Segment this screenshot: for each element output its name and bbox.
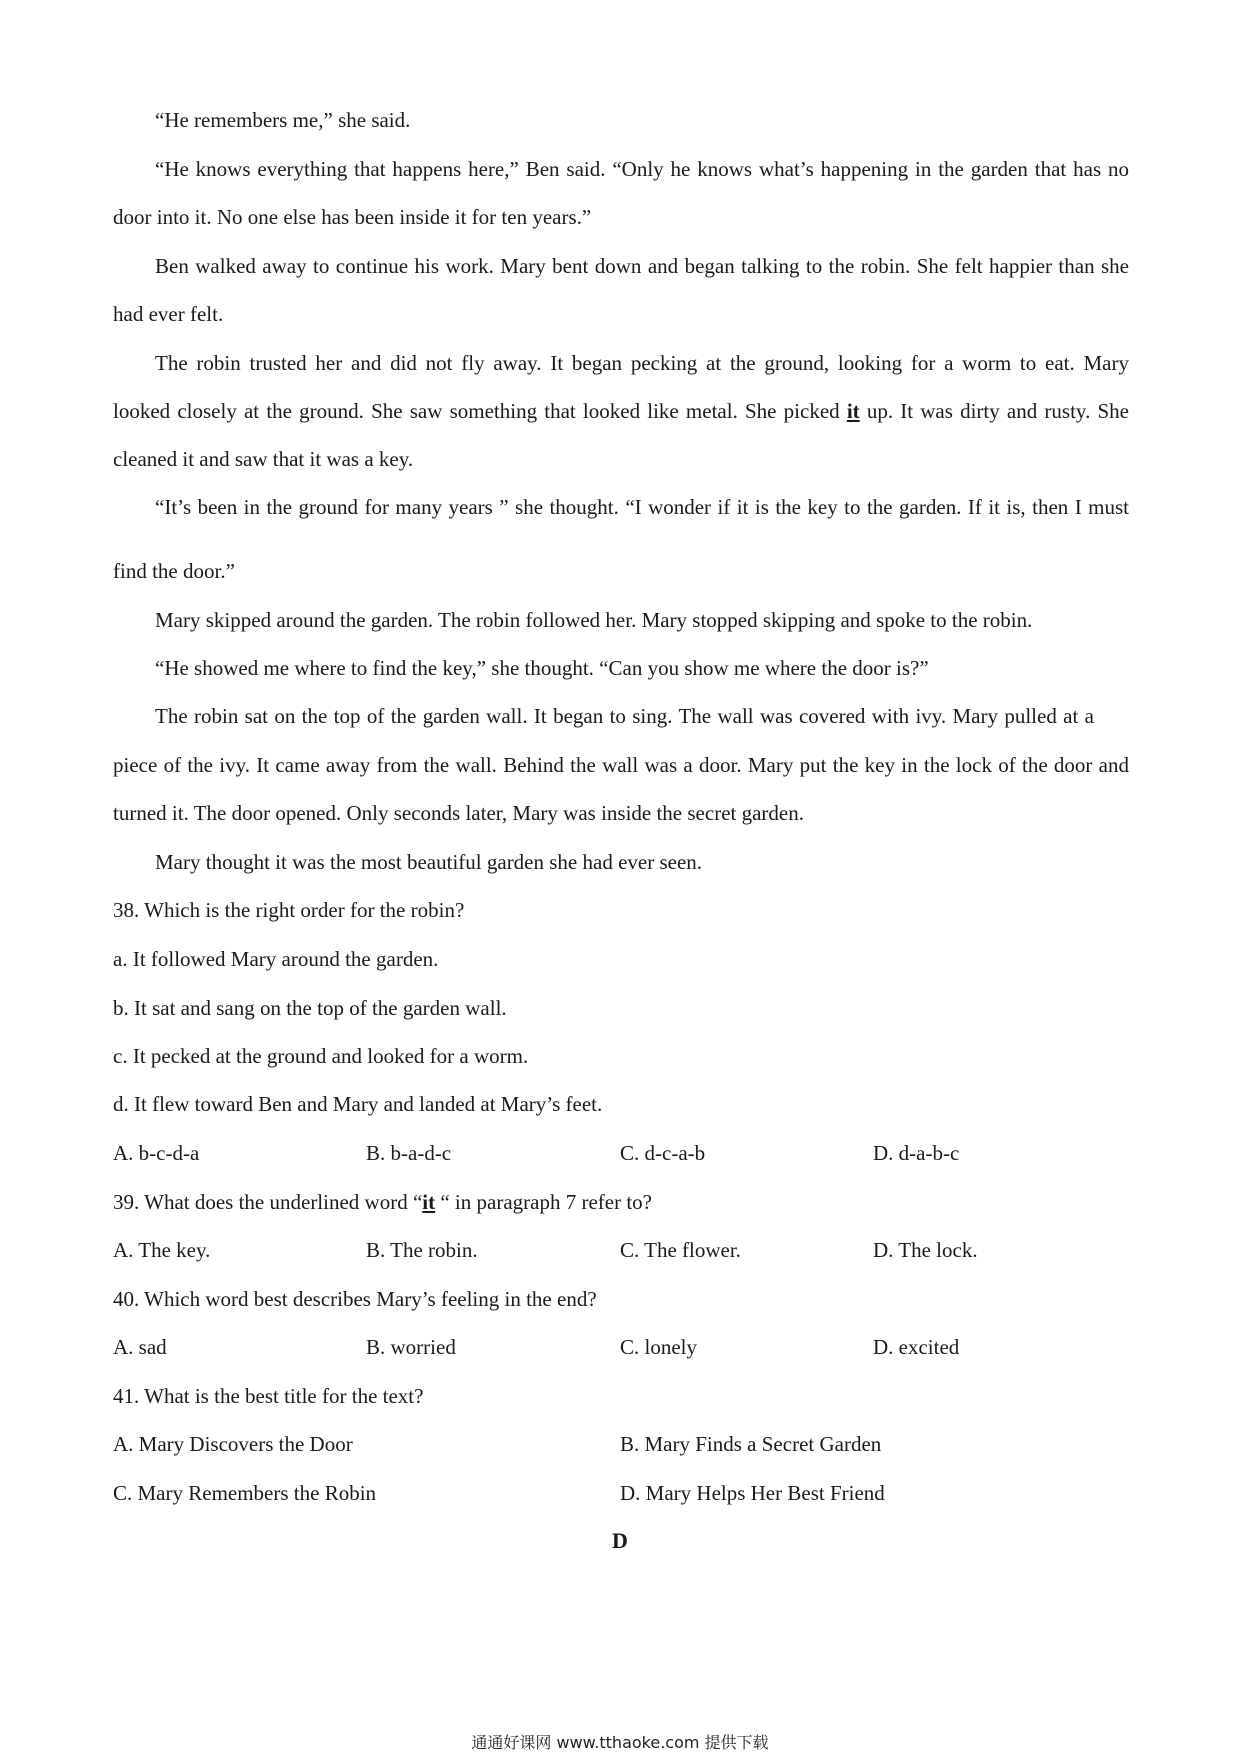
event-item: a. It followed Mary around the garden. <box>113 947 439 971</box>
passage-line: cleaned it and saw that it was a key. <box>113 447 414 471</box>
answer-option: D. The lock. <box>873 1238 978 1262</box>
answer-option: A. The key. <box>113 1238 211 1262</box>
passage-line: turned it. The door opened. Only seconds later, Mary was inside the secret garden. <box>113 801 804 825</box>
answer-option: B. b-a-d-c <box>366 1141 452 1165</box>
passage-paragraph: The robin sat on the top of the garden wall. It began to sing. The wall was covered with ivy. Mary pulled at a <box>155 704 1094 728</box>
underlined-word: it <box>422 1190 436 1214</box>
passage-line: door into it. No one else has been inside it for ten years.” <box>113 205 592 229</box>
text-segment: looked closely at the ground. She saw something that looked like metal. She picked <box>113 399 847 423</box>
answer-option: A. Mary Discovers the Door <box>113 1432 353 1456</box>
event-item: b. It sat and sang on the top of the garden wall. <box>113 996 507 1020</box>
answer-option: A. sad <box>113 1335 167 1359</box>
passage-paragraph: “He knows everything that happens here,” Ben said. “Only he knows what’s happening in the garden that has no <box>155 157 1129 181</box>
text-segment: up. It was dirty and rusty. She <box>859 399 1129 423</box>
page-footer: 通通好课网 www.tthaoke.com 提供下载 <box>471 1733 769 1752</box>
passage-line <box>113 397 1129 425</box>
passage-line: had ever felt. <box>113 302 224 326</box>
answer-option: C. lonely <box>620 1335 697 1359</box>
question-stem: 40. Which word best describes Mary’s feeling in the end? <box>113 1287 597 1311</box>
passage-line: find the door.” <box>113 559 235 583</box>
answer-option: D. d-a-b-c <box>873 1141 960 1165</box>
question-stem: 38. Which is the right order for the robin? <box>113 898 465 922</box>
question-stem <box>113 1188 652 1216</box>
answer-option: D. excited <box>873 1335 960 1359</box>
passage-paragraph: Ben walked away to continue his work. Mary bent down and began talking to the robin. She felt happier than she <box>155 254 1129 278</box>
event-item: c. It pecked at the ground and looked for a worm. <box>113 1044 529 1068</box>
answer-option: B. worried <box>366 1335 456 1359</box>
section-heading: D <box>612 1528 628 1553</box>
passage-line: piece of the ivy. It came away from the wall. Behind the wall was a door. Mary put the key in the lock of the door and <box>113 753 1129 777</box>
event-item: d. It flew toward Ben and Mary and landed at Mary’s feet. <box>113 1092 603 1116</box>
answer-option: C. Mary Remembers the Robin <box>113 1481 377 1505</box>
passage-paragraph: “He showed me where to find the key,” she thought. “Can you show me where the door is?” <box>155 656 929 680</box>
underlined-word: it <box>846 399 860 423</box>
text-segment: “ in paragraph 7 refer to? <box>435 1190 652 1214</box>
text-segment: 39. What does the underlined word “ <box>113 1190 423 1214</box>
passage-paragraph: Mary thought it was the most beautiful garden she had ever seen. <box>155 850 703 874</box>
answer-option: B. The robin. <box>366 1238 478 1262</box>
answer-option: C. d-c-a-b <box>620 1141 706 1165</box>
answer-option: B. Mary Finds a Secret Garden <box>620 1432 882 1456</box>
answer-option: D. Mary Helps Her Best Friend <box>620 1481 885 1505</box>
answer-option: A. b-c-d-a <box>113 1141 200 1165</box>
answer-option: C. The flower. <box>620 1238 741 1262</box>
question-stem: 41. What is the best title for the text? <box>113 1384 424 1408</box>
passage-paragraph: “He remembers me,” she said. <box>155 108 411 132</box>
passage-paragraph: “It’s been in the ground for many years ” she thought. “I wonder if it is the key to the garden. If it is, then I must <box>155 495 1129 519</box>
passage-paragraph: Mary skipped around the garden. The robin followed her. Mary stopped skipping and spoke to the robin. <box>155 608 1033 632</box>
passage-paragraph: The robin trusted her and did not fly away. It began pecking at the ground, looking for a worm to eat. Mary <box>155 351 1129 375</box>
